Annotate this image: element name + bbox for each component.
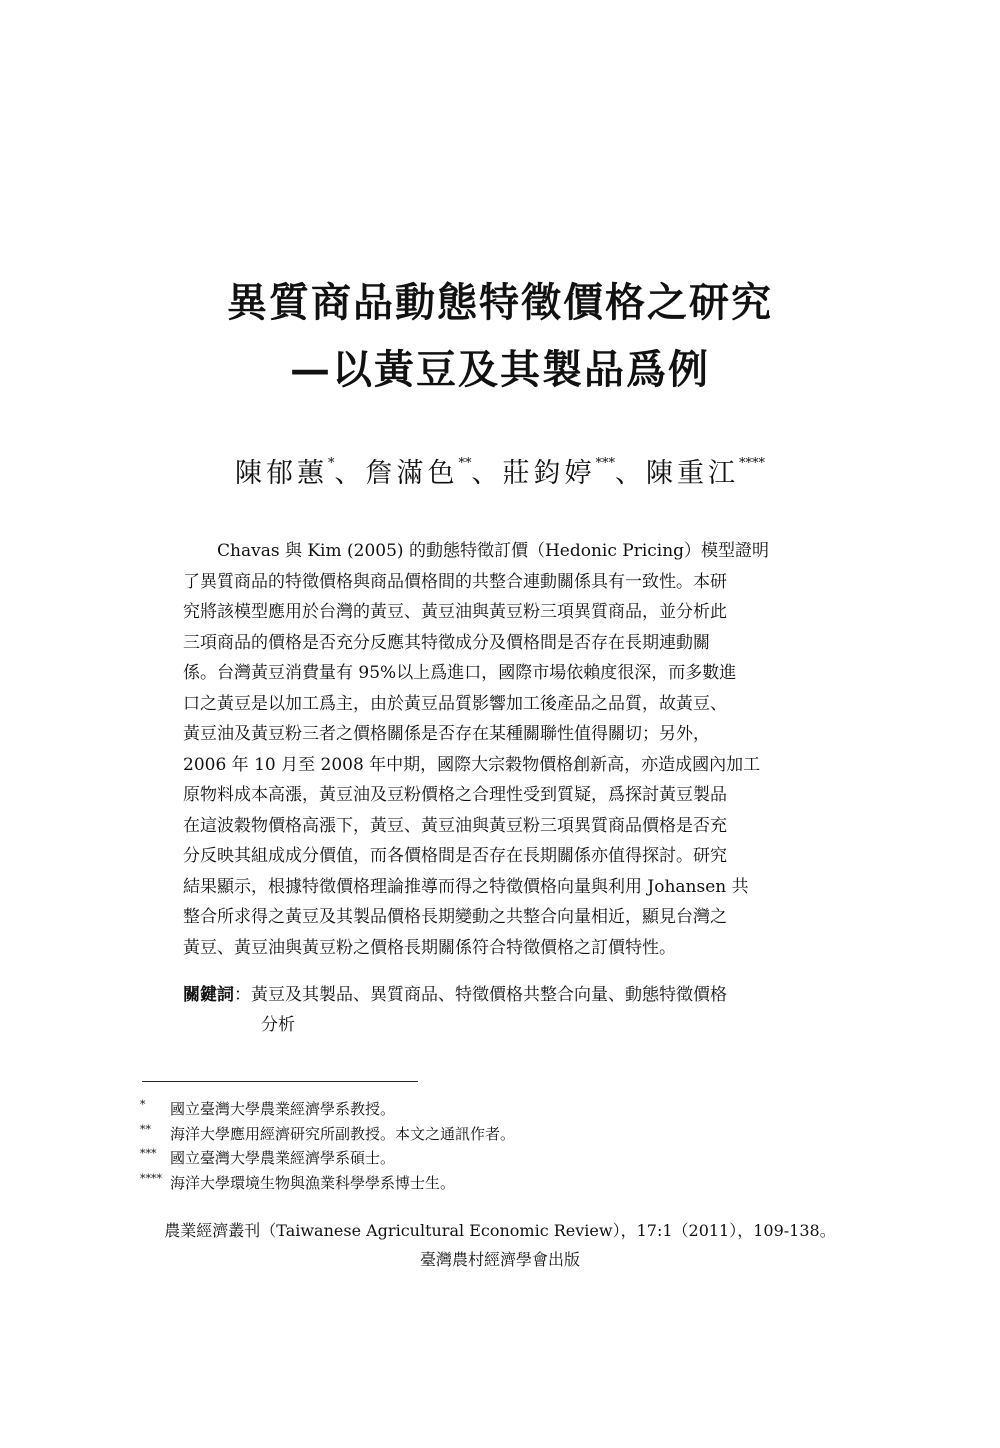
keywords: [183, 980, 823, 1040]
footnote: [140, 1122, 840, 1147]
author-mark: *: [328, 456, 335, 471]
abstract-line: 原物料成本高漲，黃豆油及豆粉價格之合理性受到質疑，爲探討黃豆製品: [183, 785, 727, 805]
abstract-line: 三項商品的價格是否充分反應其特徵成分及價格間是否存在長期連動關: [183, 632, 710, 653]
abstract-line: 在這波穀物價格高漲下，黃豆、黃豆油與黃豆粉三項異質商品價格是否充: [183, 815, 727, 836]
keywords-colon: ：: [234, 985, 251, 1005]
abstract-line: 結果顯示，根據特徵價格理論推導而得之特徵價格向量與利用 Johansen 共: [183, 876, 749, 897]
footnotes: [140, 1097, 840, 1195]
publisher-line: 臺灣農村經濟學會出版: [419, 1250, 580, 1269]
footnote: [140, 1171, 840, 1196]
footnote-mark: ****: [140, 1171, 162, 1185]
abstract: [183, 536, 818, 963]
abstract-line: 黃豆、黃豆油與黃豆粉之價格長期關係符合特徵價格之訂價特性。: [183, 937, 676, 958]
author-list: [0, 456, 1000, 490]
abstract-line: 了異質商品的特徵價格與商品價格間的共整合連動關係具有一致性。本研: [183, 571, 727, 592]
footnote-text: 海洋大學環境生物與漁業科學學系博士生。: [170, 1173, 456, 1192]
author-mark: ****: [739, 456, 765, 471]
footnote-mark: ***: [140, 1147, 157, 1160]
author-name: 陳郁蕙: [235, 458, 328, 489]
footnote-mark: *: [140, 1098, 146, 1111]
author-name: 詹滿色: [365, 458, 459, 489]
footnote-text: 國立臺灣大學農業經濟學系碩士。: [170, 1149, 396, 1167]
keywords-text-continued: 分析: [261, 1015, 295, 1035]
abstract-line: 係。台灣黃豆消費量有 95%以上爲進口，國際市場依賴度很深，而多數進: [183, 663, 737, 683]
abstract-line: 整合所求得之黃豆及其製品價格長期變動之共整合向量相近，顯見台灣之: [183, 907, 727, 927]
author-separator: 、: [615, 458, 646, 489]
author-mark: ***: [595, 456, 615, 471]
abstract-line: 究將該模型應用於台灣的黃豆、黃豆油與黃豆粉三項異質商品，並分析此: [183, 602, 727, 622]
footnote-mark: **: [140, 1122, 151, 1136]
abstract-line: 2006 年 10 月至 2008 年中期，國際大宗穀物價格創新高，亦造成國內加工: [183, 754, 761, 775]
author-separator: 、: [334, 458, 366, 489]
abstract-line: 黃豆油及黃豆粉三者之價格關係是否存在某種關聯性值得關切；另外，: [183, 724, 710, 744]
author-separator: 、: [471, 458, 503, 489]
footnote: [140, 1097, 840, 1122]
footnote-divider: [142, 1081, 418, 1082]
keywords-label: 關鍵詞: [183, 985, 234, 1005]
abstract-line: 口之黃豆是以加工爲主，由於黃豆品質影響加工後產品之品質，故黃豆、: [183, 693, 727, 714]
footnote: [140, 1146, 840, 1171]
paper-title: 異質商品動態特徵價格之研究: [227, 279, 773, 326]
journal-citation: 農業經濟叢刊（Taiwanese Agricultural Economic Review），17:1（2011），109-138。: [164, 1221, 836, 1240]
keywords-text: 黃豆及其製品、異質商品、特徵價格共整合向量、動態特徵價格: [251, 985, 727, 1005]
author-name: 莊鈞婷: [502, 458, 596, 489]
author-name: 陳重江: [646, 458, 739, 489]
paper-subtitle: —以黃豆及其製品爲例: [290, 346, 710, 393]
footnote-text: 國立臺灣大學農業經濟學系教授。: [170, 1100, 396, 1118]
footnote-text: 海洋大學應用經濟研究所副教授。本文之通訊作者。: [170, 1124, 516, 1143]
abstract-line: 分反映其組成成分價值，而各價格間是否存在長期關係亦值得探討。研究: [183, 846, 727, 866]
author-mark: **: [458, 456, 472, 471]
abstract-line: Chavas 與 Kim (2005) 的動態特徵訂價（Hedonic Pricing）模型證明: [217, 541, 770, 561]
